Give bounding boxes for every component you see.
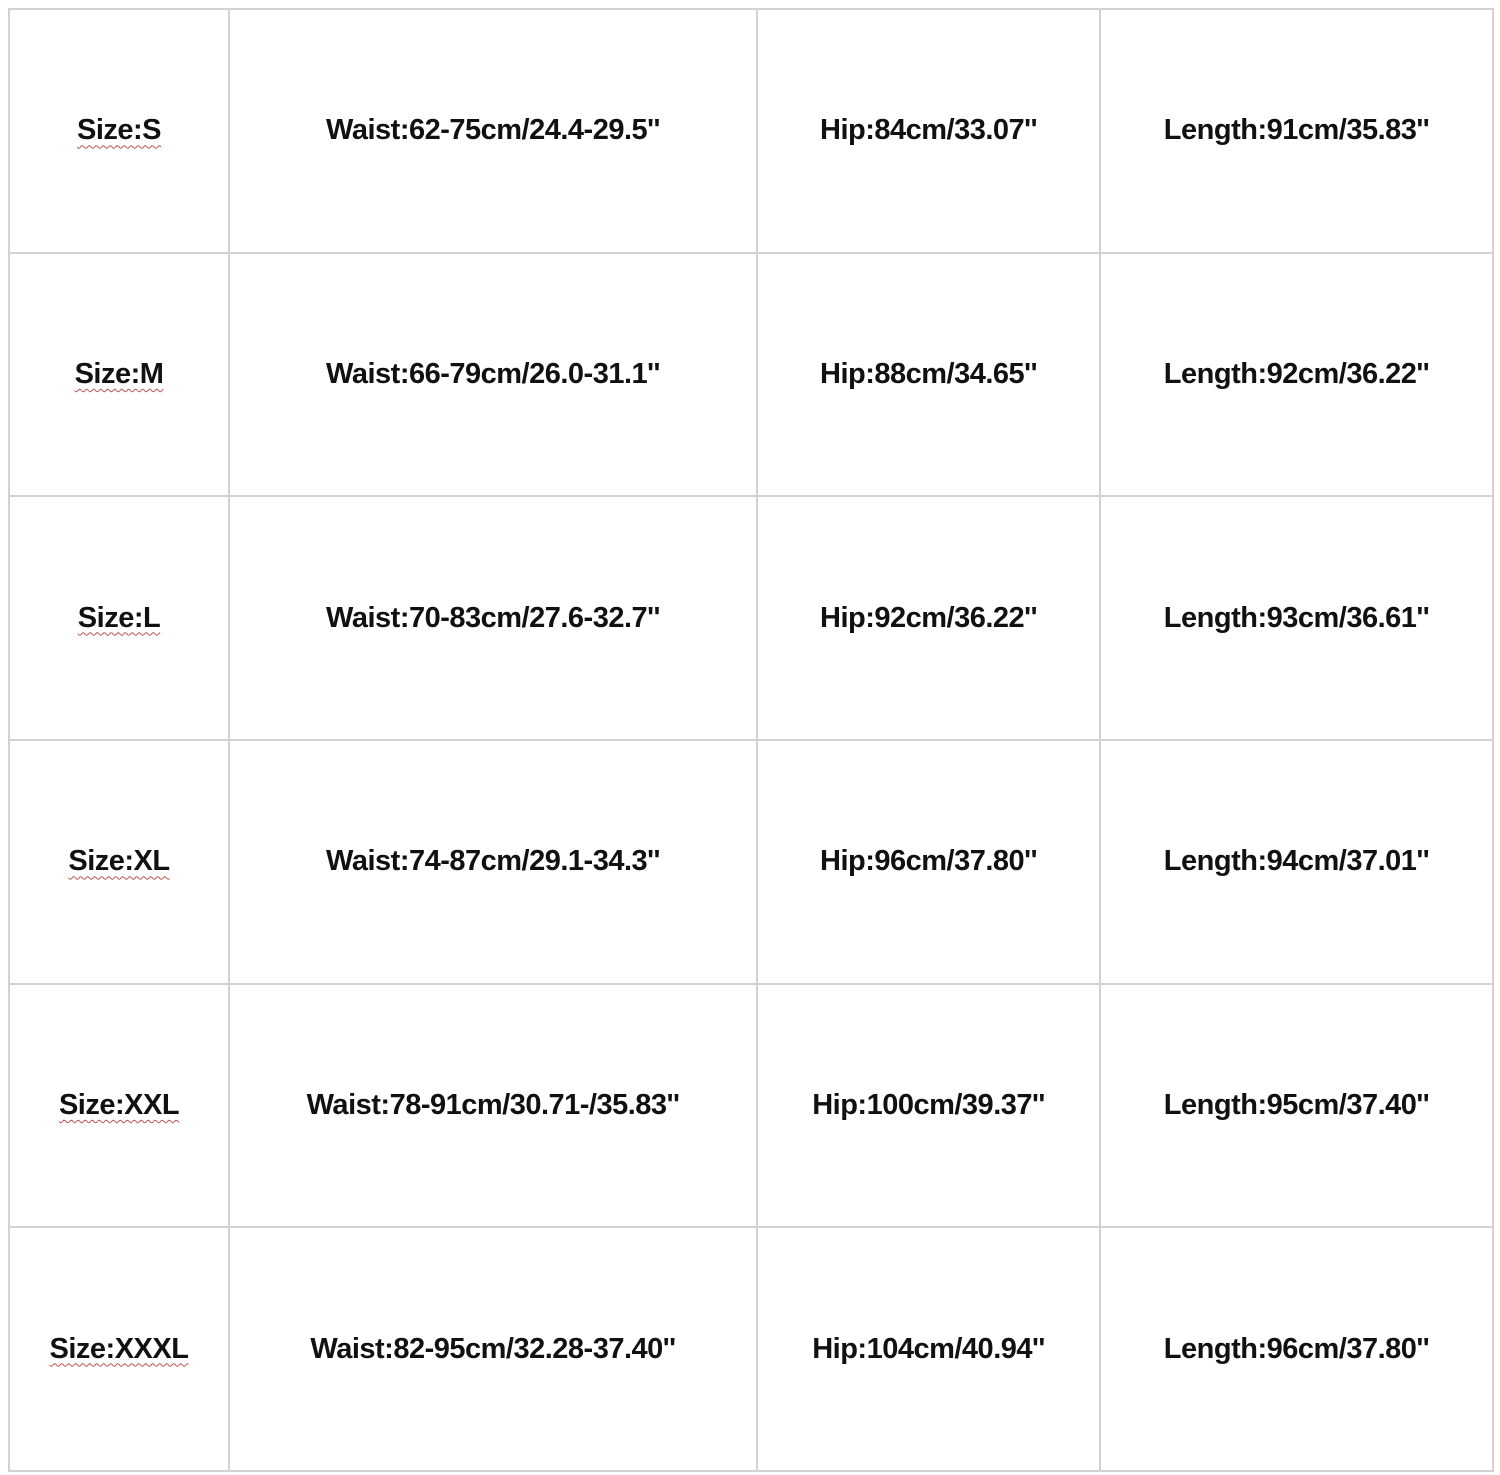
size-label: Size:S: [76, 114, 162, 147]
size-label: Size:XL: [68, 845, 170, 878]
hip-cell: Hip:100cm/39.37'': [757, 984, 1100, 1228]
waist-cell: Waist:78-91cm/30.71-/35.83'': [229, 984, 757, 1228]
hip-cell: Hip:96cm/37.80'': [757, 740, 1100, 984]
size-label: Size:L: [77, 601, 161, 634]
size-label: Size:XXXL: [49, 1332, 189, 1365]
waist-cell: Waist:74-87cm/29.1-34.3'': [229, 740, 757, 984]
table-row: [9, 1227, 1493, 1471]
size-chart-table: [8, 8, 1494, 1472]
length-cell: Length:93cm/36.61'': [1100, 496, 1493, 740]
length-cell: Length:96cm/37.80'': [1100, 1227, 1493, 1471]
table-row: [9, 984, 1493, 1228]
size-cell: [9, 496, 229, 740]
table-row: [9, 253, 1493, 497]
table-row: [9, 9, 1493, 253]
size-cell: [9, 984, 229, 1228]
size-cell: [9, 740, 229, 984]
size-label: Size:XXL: [58, 1088, 180, 1121]
table-row: [9, 740, 1493, 984]
size-cell: [9, 9, 229, 253]
size-cell: [9, 253, 229, 497]
size-label: Size:M: [74, 357, 164, 390]
waist-cell: Waist:62-75cm/24.4-29.5'': [229, 9, 757, 253]
length-cell: Length:91cm/35.83'': [1100, 9, 1493, 253]
hip-cell: Hip:92cm/36.22'': [757, 496, 1100, 740]
waist-cell: Waist:82-95cm/32.28-37.40'': [229, 1227, 757, 1471]
hip-cell: Hip:84cm/33.07'': [757, 9, 1100, 253]
waist-cell: Waist:70-83cm/27.6-32.7'': [229, 496, 757, 740]
length-cell: Length:92cm/36.22'': [1100, 253, 1493, 497]
length-cell: Length:95cm/37.40'': [1100, 984, 1493, 1228]
hip-cell: Hip:104cm/40.94'': [757, 1227, 1100, 1471]
table-row: [9, 496, 1493, 740]
size-cell: [9, 1227, 229, 1471]
length-cell: Length:94cm/37.01'': [1100, 740, 1493, 984]
waist-cell: Waist:66-79cm/26.0-31.1'': [229, 253, 757, 497]
hip-cell: Hip:88cm/34.65'': [757, 253, 1100, 497]
